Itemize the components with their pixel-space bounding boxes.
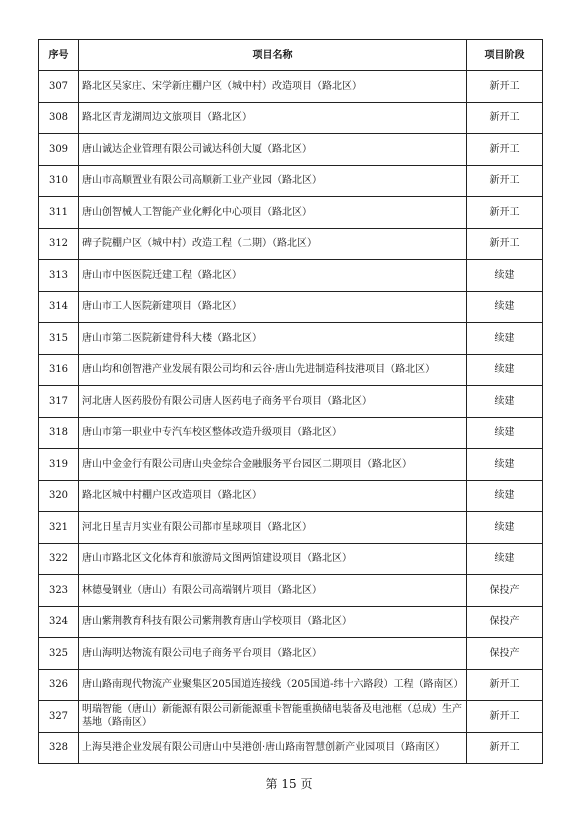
project-stage: 续建 <box>467 291 543 323</box>
row-number: 317 <box>39 386 79 418</box>
project-stage: 新开工 <box>467 102 543 134</box>
project-name: 林德曼钢业（唐山）有限公司高端钢片项目（路北区） <box>79 575 467 607</box>
project-stage: 新开工 <box>467 732 543 764</box>
project-stage: 续建 <box>467 417 543 449</box>
table-row <box>39 701 543 733</box>
table-row <box>39 638 543 670</box>
project-stage: 续建 <box>467 449 543 481</box>
project-name: 上海昊港企业发展有限公司唐山中昊港创·唐山路南智慧创新产业园项目（路南区） <box>79 732 467 764</box>
table-row <box>39 134 543 166</box>
project-name: 唐山路南现代物流产业聚集区205国道连接线（205国道-纬十六路段）工程（路南区） <box>79 669 467 701</box>
row-number: 326 <box>39 669 79 701</box>
table-row <box>39 543 543 575</box>
header-name: 项目名称 <box>79 40 467 71</box>
project-name: 路北区吴家庄、宋学新庄棚户区（城中村）改造项目（路北区） <box>79 71 467 103</box>
project-name: 唐山创智械人工智能产业化孵化中心项目（路北区） <box>79 197 467 229</box>
project-name: 唐山市第一职业中专汽车校区整体改造升级项目（路北区） <box>79 417 467 449</box>
table-row <box>39 197 543 229</box>
row-number: 318 <box>39 417 79 449</box>
row-number: 315 <box>39 323 79 355</box>
table-row <box>39 732 543 764</box>
project-name: 唐山中金金行有限公司唐山央金综合金融服务平台园区二期项目（路北区） <box>79 449 467 481</box>
row-number: 319 <box>39 449 79 481</box>
row-number: 322 <box>39 543 79 575</box>
table-row <box>39 417 543 449</box>
project-name: 唐山诚达企业管理有限公司诚达科创大厦（路北区） <box>79 134 467 166</box>
project-name: 路北区城中村棚户区改造项目（路北区） <box>79 480 467 512</box>
project-stage: 新开工 <box>467 134 543 166</box>
table-row <box>39 102 543 134</box>
row-number: 310 <box>39 165 79 197</box>
row-number: 316 <box>39 354 79 386</box>
project-stage: 续建 <box>467 543 543 575</box>
table-row <box>39 228 543 260</box>
table-row <box>39 165 543 197</box>
row-number: 308 <box>39 102 79 134</box>
project-stage: 保投产 <box>467 575 543 607</box>
page-number: 第 15 页 <box>265 777 313 791</box>
table-row <box>39 606 543 638</box>
row-number: 325 <box>39 638 79 670</box>
table-row <box>39 260 543 292</box>
row-number: 328 <box>39 732 79 764</box>
project-name: 唐山市高顺置业有限公司高顺新工业产业园（路北区） <box>79 165 467 197</box>
project-stage: 新开工 <box>467 71 543 103</box>
table-body <box>39 71 543 764</box>
table-row <box>39 575 543 607</box>
row-number: 327 <box>39 701 79 733</box>
row-number: 323 <box>39 575 79 607</box>
table-row <box>39 354 543 386</box>
project-stage: 续建 <box>467 386 543 418</box>
project-stage: 续建 <box>467 480 543 512</box>
table-row <box>39 386 543 418</box>
project-stage: 续建 <box>467 354 543 386</box>
table-row <box>39 512 543 544</box>
project-name: 唐山海明达物流有限公司电子商务平台项目（路北区） <box>79 638 467 670</box>
project-name: 唐山市路北区文化体育和旅游局文图两馆建设项目（路北区） <box>79 543 467 575</box>
table-row <box>39 449 543 481</box>
project-stage: 续建 <box>467 323 543 355</box>
project-stage: 新开工 <box>467 669 543 701</box>
project-stage: 续建 <box>467 260 543 292</box>
row-number: 307 <box>39 71 79 103</box>
project-name: 唐山市中医医院迁建工程（路北区） <box>79 260 467 292</box>
row-number: 311 <box>39 197 79 229</box>
row-number: 324 <box>39 606 79 638</box>
row-number: 313 <box>39 260 79 292</box>
row-number: 312 <box>39 228 79 260</box>
project-name: 唐山市第二医院新建骨科大楼（路北区） <box>79 323 467 355</box>
row-number: 320 <box>39 480 79 512</box>
project-name: 唐山紫荆教育科技有限公司紫荆教育唐山学校项目（路北区） <box>79 606 467 638</box>
project-name: 唐山市工人医院新建项目（路北区） <box>79 291 467 323</box>
row-number: 321 <box>39 512 79 544</box>
table-header-row <box>39 40 543 71</box>
project-name: 唐山均和创智港产业发展有限公司均和云谷·唐山先进制造科技港项目（路北区） <box>79 354 467 386</box>
project-stage: 保投产 <box>467 606 543 638</box>
table-row <box>39 323 543 355</box>
project-stage: 新开工 <box>467 701 543 733</box>
project-stage: 保投产 <box>467 638 543 670</box>
project-stage: 续建 <box>467 512 543 544</box>
project-table <box>38 39 543 764</box>
table-row <box>39 669 543 701</box>
header-num: 序号 <box>39 40 79 71</box>
project-name: 碑子院棚户区（城中村）改造工程（二期）（路北区） <box>79 228 467 260</box>
project-name: 路北区青龙湖周边文旅项目（路北区） <box>79 102 467 134</box>
row-number: 309 <box>39 134 79 166</box>
project-name: 河北唐人医药股份有限公司唐人医药电子商务平台项目（路北区） <box>79 386 467 418</box>
project-name: 河北日星吉月实业有限公司都市星球项目（路北区） <box>79 512 467 544</box>
row-number: 314 <box>39 291 79 323</box>
header-stage: 项目阶段 <box>467 40 543 71</box>
table-row <box>39 480 543 512</box>
project-stage: 新开工 <box>467 228 543 260</box>
project-stage: 新开工 <box>467 197 543 229</box>
table-row <box>39 291 543 323</box>
project-stage: 新开工 <box>467 165 543 197</box>
table-row <box>39 71 543 103</box>
project-name: 明瑞智能（唐山）新能源有限公司新能源重卡智能重换储电装备及电池框（总成）生产基地（路南区） <box>79 701 467 733</box>
